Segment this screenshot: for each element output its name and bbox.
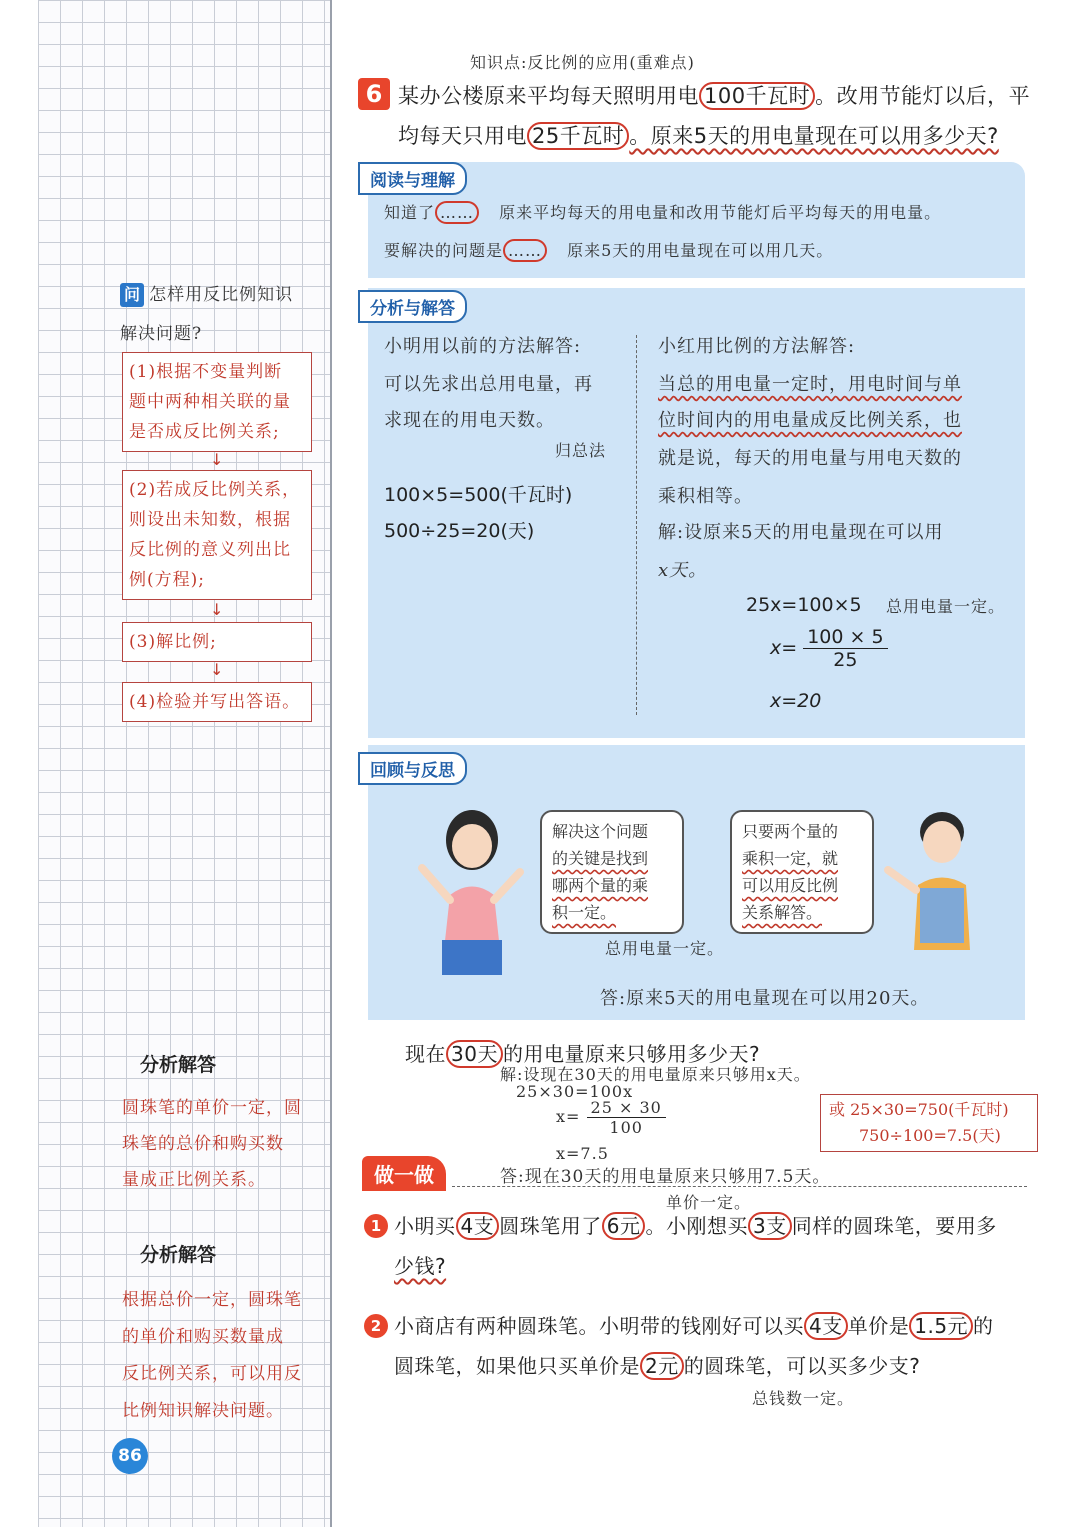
alt-line: 750÷100=7.5(天) [859,1126,1001,1145]
circled-value: 2元 [640,1352,684,1380]
text: x= [770,637,798,659]
text: 知道了 [384,203,436,222]
fraction [587,1098,666,1137]
step4-line: (4)检验并写出答语。 [129,692,301,712]
circled-value: 30天 [446,1040,503,1068]
q1-number: 1 [364,1214,388,1238]
text: 同样的圆珠笔，要用多 [791,1214,997,1238]
step1-line: 题中两种相关联的量 [129,392,291,412]
numerator: 100 × 5 [803,626,887,649]
practice-divider [452,1186,1027,1187]
text: 的 [973,1314,994,1338]
arrow-down: ↓ [210,600,224,619]
ask-line2: 解决问题? [120,324,203,344]
review-tab: 回顾与反思 [358,752,467,785]
right-l6: x天。 [658,560,708,581]
followup-h5: 答:现在30天的用电量原来只够用7.5天。 [500,1167,831,1187]
text: 圆珠笔，如果他只买单价是 [394,1354,640,1378]
arrow-down: ↓ [210,660,224,679]
analysis2-line: 根据总价一定，圆珠笔 [122,1290,302,1310]
step1-line: (1)根据不变量判断 [129,362,283,382]
q1-line2: 少钱? [394,1254,447,1278]
analysis1-line: 量成正比例关系。 [122,1170,266,1190]
girl-illustration [412,800,532,975]
read-solve [384,238,833,261]
practice-note2: 总钱数一定。 [752,1389,855,1408]
analysis2-line: 的单价和购买数量成 [122,1327,284,1347]
req3: x=20 [770,690,822,712]
sidebar-question [120,280,320,344]
analysis1-line: 珠笔的总价和购买数 [122,1134,284,1154]
text: 原来5天的用电量现在可以用几天。 [567,241,834,260]
analysis-divider [636,335,637,715]
problem-line2 [398,120,999,150]
knowledge-point-note: 知识点:反比例的应用(重难点) [470,53,695,72]
text: x= [556,1107,581,1126]
text: 。小刚想买 [645,1214,748,1238]
right-l3: 就是说，每天的用电量与用电天数的 [658,448,962,469]
q2-line2 [394,1350,920,1379]
left-l1: 可以先求出总用电量，再 [384,374,593,395]
arrow-down: ↓ [210,450,224,469]
text: 单价是 [847,1314,910,1338]
text: 。原来5天的用电量现在可以用多少天? [629,124,999,148]
text: 某办公楼原来平均每天照明用电 [398,84,699,108]
sidebar-analysis2-title: 分析解答 [140,1244,217,1266]
practice-note1: 单价一定。 [666,1193,752,1212]
text: 小明买 [394,1214,456,1238]
followup-alt-box [820,1094,1038,1152]
eq2: 500÷25=20(天) [384,520,535,542]
text: 原来平均每天的用电量和改用节能灯后平均每天的用电量。 [499,203,942,222]
boy-illustration [880,800,1000,960]
left-note: 归总法 [555,441,607,460]
step2-box [122,470,312,600]
read-tab: 阅读与理解 [358,162,467,195]
sidebar-analysis1-title: 分析解答 [140,1054,217,1076]
q2-line1 [394,1310,994,1339]
step3-line: (3)解比例; [129,632,217,652]
bubble-line: 积一定。 [552,903,617,922]
step2-line: (2)若成反比例关系， [129,480,301,500]
bubble-line: 的关键是找到 [552,849,649,868]
step2-line: 例(方程); [129,570,205,590]
numerator: 25 × 30 [587,1098,666,1118]
step1-line: 是否成反比例关系; [129,422,280,442]
dots: …… [503,239,547,262]
step2-line: 则设出未知数，根据 [129,510,291,530]
left-l2: 求现在的用电天数。 [384,410,555,431]
bubble-line: 哪两个量的乘 [552,876,649,895]
followup-h2: 25×30=100x [516,1082,634,1101]
bubble-line: 乘积一定，就 [742,849,839,868]
denominator: 25 [833,649,858,671]
req2 [770,626,888,671]
bubble-line: 可以用反比例 [742,876,839,895]
circled-value: 3支 [748,1212,792,1240]
read-known [384,200,941,223]
text: 现在 [405,1042,446,1066]
denominator: 100 [609,1118,643,1137]
step1-box [122,352,312,452]
fraction [803,626,887,671]
text: 均每天只用电 [398,124,527,148]
boy-speech-bubble [730,810,874,934]
circled-value: 1.5元 [909,1312,973,1340]
eq1: 100×5=500(千瓦时) [384,484,573,506]
dots: …… [435,201,479,224]
req1-note: 总用电量一定。 [886,597,1006,616]
problem-number-badge: 6 [358,78,390,110]
analysis-tab: 分析与解答 [358,290,467,323]
bubble-line: 解决这个问题 [552,822,649,841]
practice-tab: 做一做 [362,1156,446,1191]
followup-h1: 解:设现在30天的用电量原来只够用x天。 [500,1065,811,1084]
sidebar-analysis2 [122,1282,327,1430]
ask-line1: 怎样用反比例知识 [149,285,294,305]
right-l1: 当总的用电量一定时，用电时间与单 [658,374,962,395]
analysis1-line: 圆珠笔的单价一定，圆 [122,1098,302,1118]
circled-value: 100千瓦时 [699,82,815,110]
analysis2-line: 比例知识解决问题。 [122,1401,284,1421]
circled-value: 25千瓦时 [527,122,629,150]
followup-h3 [556,1098,666,1137]
text: 圆珠笔用了 [499,1214,602,1238]
right-title: 小红用比例的方法解答: [658,336,856,357]
q1-line1 [394,1210,997,1239]
analysis2-line: 反比例关系，可以用反 [122,1364,302,1384]
left-title: 小明用以前的方法解答: [384,336,582,357]
circled-value: 6元 [602,1212,646,1240]
review-answer: 答:原来5天的用电量现在可以用20天。 [600,988,930,1009]
step4-box [122,682,312,722]
right-l2: 位时间内的用电量成反比例关系，也 [658,410,962,431]
circled-value: 4支 [456,1212,500,1240]
circled-value: 4支 [804,1312,848,1340]
page-number: 86 [112,1438,148,1474]
sidebar-analysis1 [122,1090,322,1198]
review-note: 总用电量一定。 [605,939,725,958]
text: 的用电量原来只够用多少天? [502,1042,761,1066]
right-l4: 乘积相等。 [658,486,753,507]
bubble-line: 只要两个量的 [742,822,839,841]
bubble-line: 关系解答。 [742,903,823,922]
problem-line1 [398,80,1030,110]
text: 小商店有两种圆珠笔。小明带的钱刚好可以买 [394,1314,804,1338]
q2-number: 2 [364,1314,388,1338]
right-l5: 解:设原来5天的用电量现在可以用 [658,522,944,543]
ask-icon: 问 [120,283,144,307]
text: 的圆珠笔，可以买多少支? [683,1354,921,1378]
followup-h4: x=7.5 [556,1144,609,1163]
step2-line: 反比例的意义列出比 [129,540,291,560]
step3-box [122,622,312,662]
req1: 25x=100×5 [746,594,862,616]
alt-line: 或 25×30=750(千瓦时) [829,1100,1009,1119]
girl-speech-bubble [540,810,684,934]
text: 。改用节能灯以后，平 [815,84,1031,108]
text: 要解决的问题是 [384,241,504,260]
